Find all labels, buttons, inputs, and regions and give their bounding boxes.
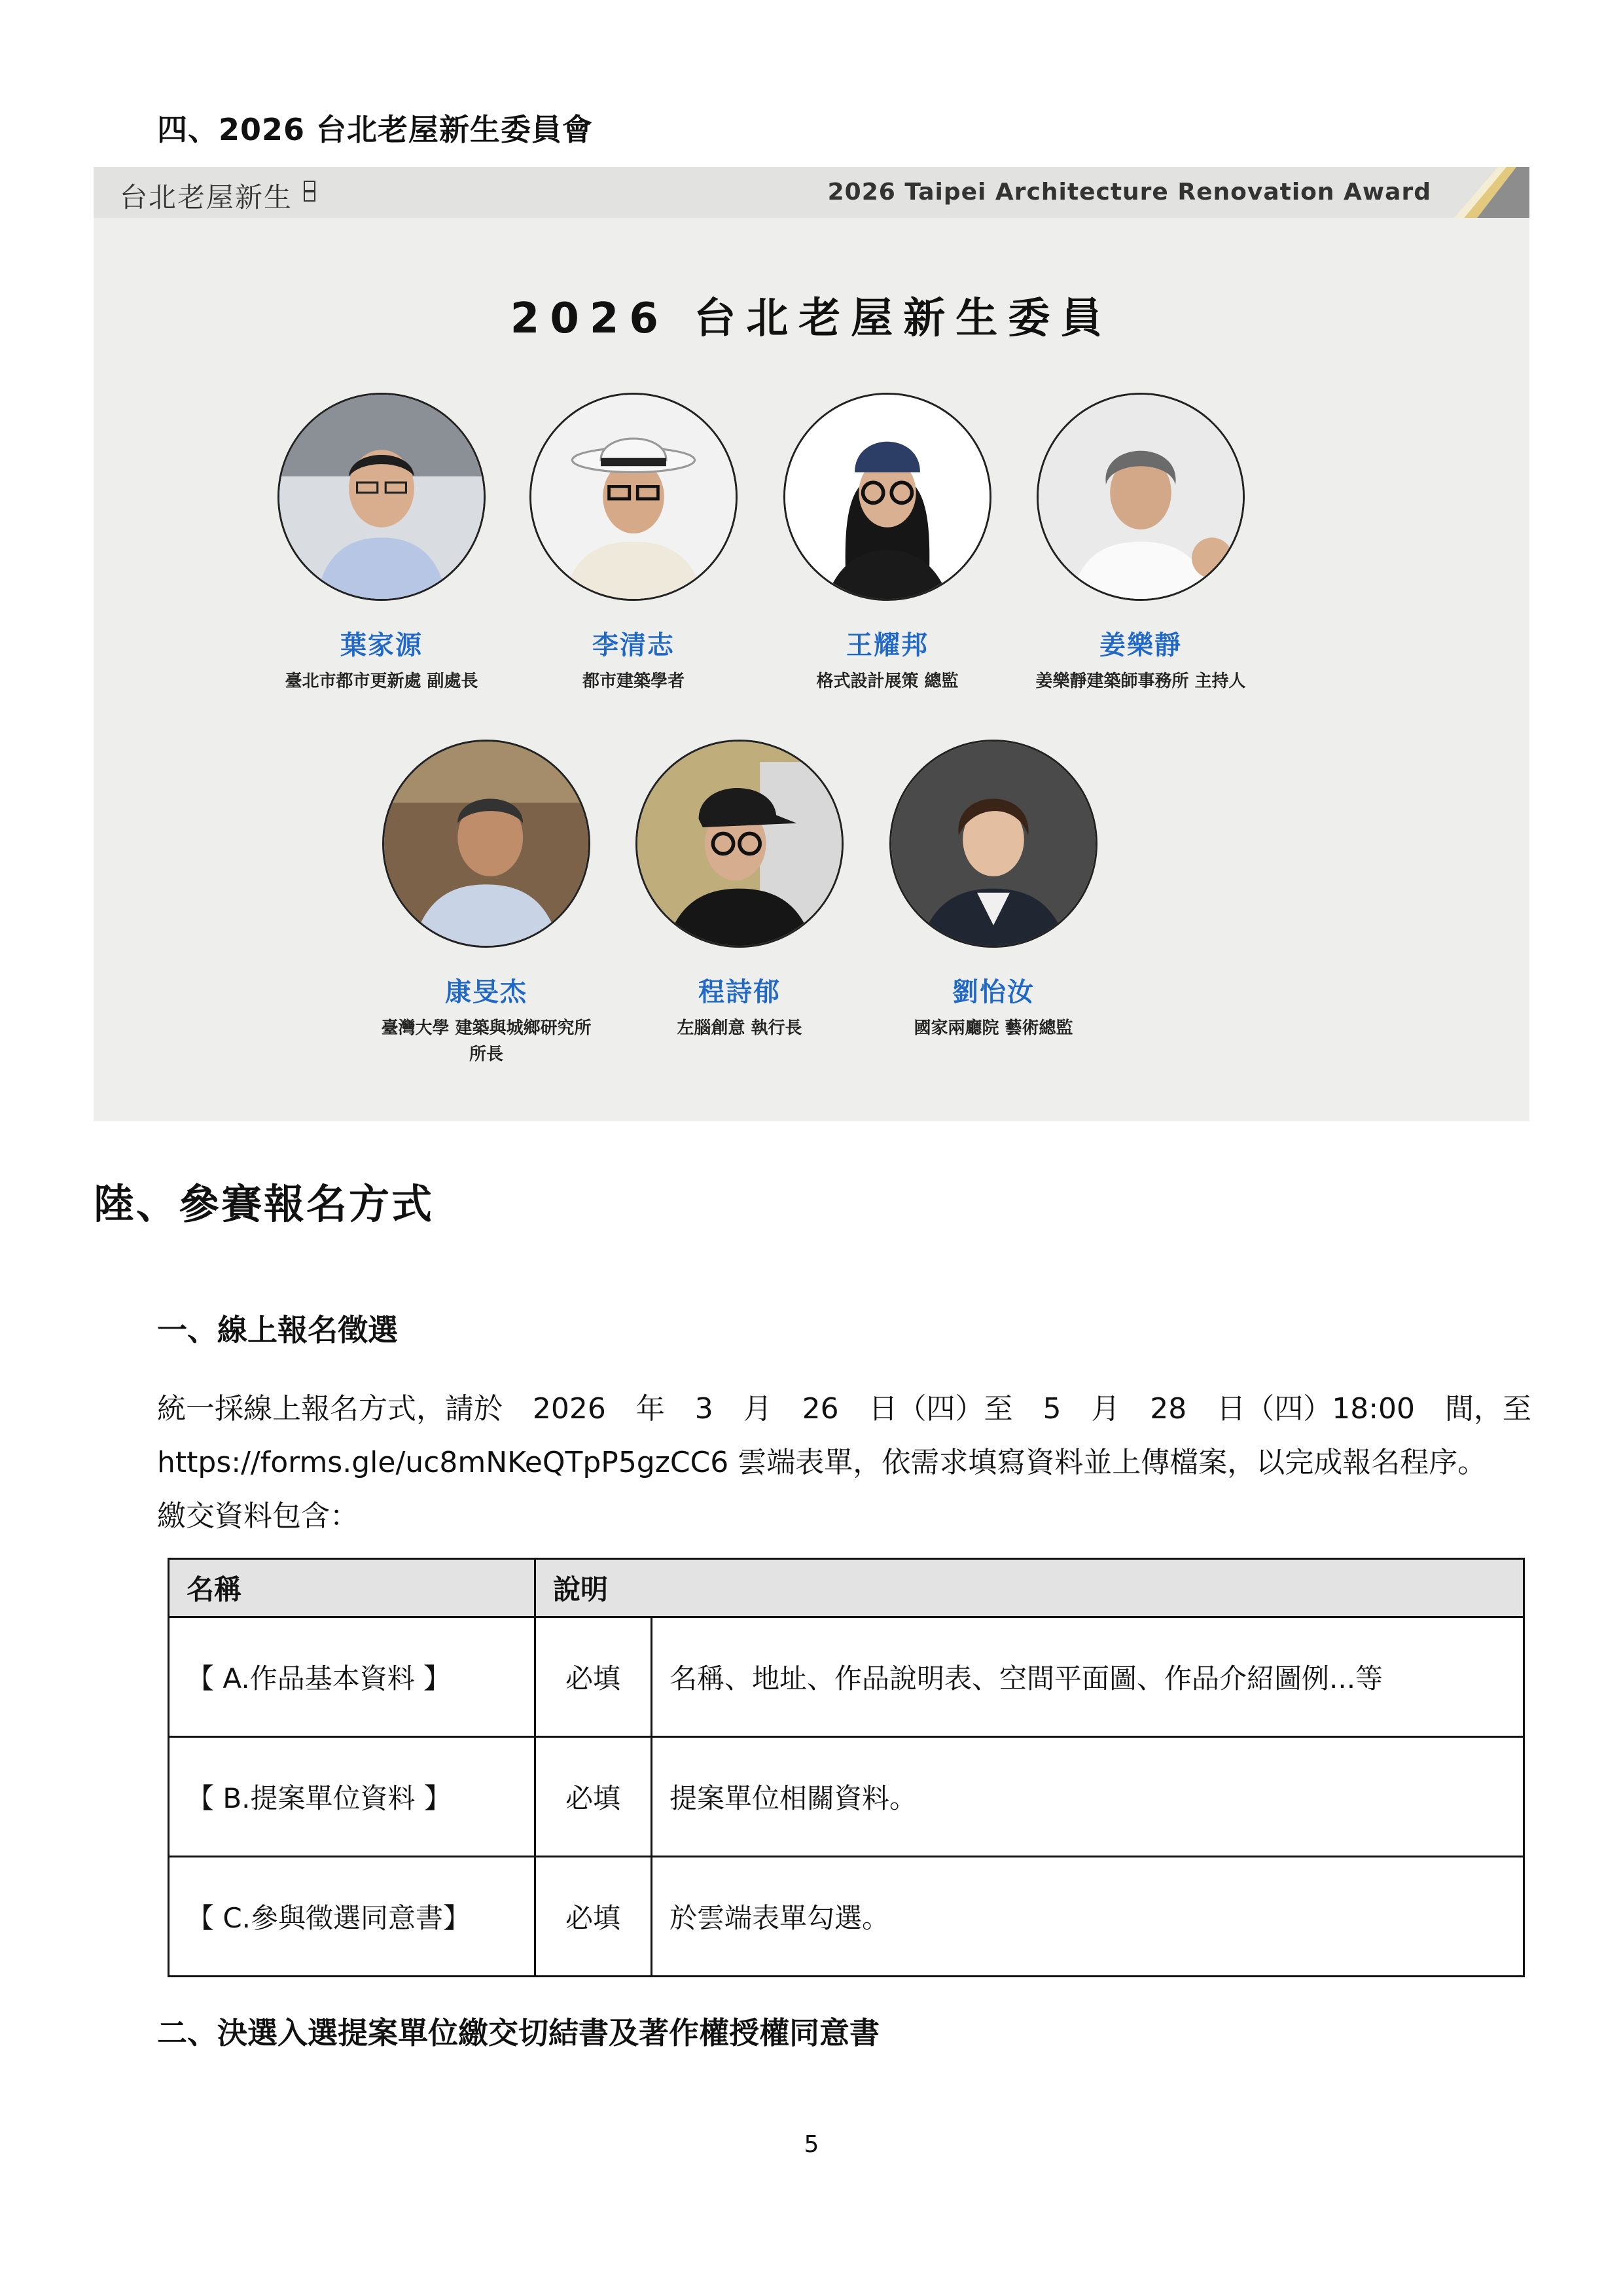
paragraph-word: 日（四）18:00 bbox=[1217, 1392, 1416, 1426]
table-cell-name: 【 A.作品基本資料 】 bbox=[169, 1617, 535, 1737]
table-cell-name: 【 C.參與徵選同意書】 bbox=[169, 1857, 535, 1977]
member-photo bbox=[1037, 393, 1245, 601]
banner-title: 2026 台北老屋新生委員 bbox=[510, 295, 1113, 343]
member-photo bbox=[889, 740, 1097, 948]
paragraph-word: 年 bbox=[635, 1392, 665, 1426]
table-row bbox=[169, 1617, 1524, 1737]
member-role: 國家兩廳院 藝術總監 bbox=[914, 1018, 1073, 1038]
section-heading-registration: 陸、參賽報名方式 bbox=[94, 1180, 435, 1228]
committee-member-card bbox=[750, 393, 1025, 694]
member-photo bbox=[635, 740, 844, 948]
paragraph-word: 統一採線上報名方式，請於 bbox=[157, 1392, 503, 1426]
banner-english-title: 2026 Taipei Architecture Renovation Award bbox=[827, 179, 1431, 206]
table-cell-name: 【 B.提案單位資料 】 bbox=[169, 1737, 535, 1857]
committee-member-card bbox=[349, 740, 624, 1067]
member-role: 姜樂靜建築師事務所 主持人 bbox=[1035, 672, 1246, 691]
submission-requirements-table bbox=[168, 1558, 1525, 1977]
committee-member-card bbox=[1003, 393, 1278, 694]
table-cell-description: 於雲端表單勾選。 bbox=[652, 1857, 1524, 1977]
banner-logo: 台北老屋新生 bbox=[120, 181, 293, 213]
paragraph-line-3: 繳交資料包含： bbox=[157, 1499, 359, 1533]
subsection-heading-final-documents: 二、決選入選提案單位繳交切結書及著作權授權同意書 bbox=[157, 2015, 880, 2051]
paragraph-word: 月 bbox=[743, 1392, 772, 1426]
member-name: 程詩郁 bbox=[698, 977, 781, 1007]
table-cell-required: 必填 bbox=[535, 1617, 652, 1737]
table-header-row bbox=[169, 1559, 1524, 1617]
table-row bbox=[169, 1857, 1524, 1977]
member-name: 劉怡汝 bbox=[952, 977, 1035, 1007]
member-photo bbox=[277, 393, 486, 601]
paragraph-word: 月 bbox=[1091, 1392, 1120, 1426]
member-photo bbox=[382, 740, 590, 948]
member-name: 王耀邦 bbox=[846, 630, 929, 660]
member-role: 左腦創意 執行長 bbox=[677, 1018, 802, 1038]
committee-member-card bbox=[244, 393, 519, 694]
page-number: 5 bbox=[804, 2131, 819, 2158]
subsection-heading-online: 一、線上報名徵選 bbox=[157, 1312, 398, 1348]
member-role: 臺北市都市更新處 副處長 bbox=[285, 672, 478, 691]
table-cell-required: 必填 bbox=[535, 1857, 652, 1977]
member-role: 格式設計展策 總監 bbox=[816, 672, 959, 691]
banner-logo-mark bbox=[303, 180, 316, 202]
table-cell-required: 必填 bbox=[535, 1737, 652, 1857]
paragraph-word: 日（四）至 bbox=[868, 1392, 1013, 1426]
paragraph-word: 2026 bbox=[532, 1392, 606, 1426]
member-name: 康旻杰 bbox=[445, 977, 527, 1007]
paragraph-word: 26 bbox=[802, 1392, 839, 1426]
member-photo bbox=[783, 393, 991, 601]
member-role-line2: 所長 bbox=[469, 1045, 503, 1064]
paragraph-word: 間，至 bbox=[1444, 1392, 1531, 1426]
member-role: 都市建築學者 bbox=[582, 672, 685, 691]
paragraph-word: 3 bbox=[694, 1392, 713, 1426]
table-cell-description: 名稱、地址、作品說明表、空間平面圖、作品介紹圖例...等 bbox=[652, 1617, 1524, 1737]
paragraph-line-2-form-url[interactable]: https://forms.gle/uc8mNKeQTpP5gzCC6 雲端表單，依需求填寫資料並上傳檔案，以完成報名程序。 bbox=[157, 1446, 1487, 1479]
member-role bbox=[349, 1015, 624, 1067]
committee-banner bbox=[94, 167, 1529, 1121]
registration-paragraph bbox=[157, 1382, 1531, 1543]
table-header-description: 說明 bbox=[535, 1559, 1524, 1617]
banner-gold-stripe bbox=[1438, 167, 1529, 218]
paragraph-word: 28 bbox=[1150, 1392, 1187, 1426]
committee-member-card bbox=[602, 740, 877, 1041]
paragraph-word: 5 bbox=[1043, 1392, 1061, 1426]
member-name: 李清志 bbox=[592, 630, 675, 660]
member-photo bbox=[529, 393, 738, 601]
table-cell-description: 提案單位相關資料。 bbox=[652, 1737, 1524, 1857]
paragraph-line-1 bbox=[157, 1382, 1531, 1436]
member-name: 葉家源 bbox=[340, 630, 423, 660]
table-header-name: 名稱 bbox=[169, 1559, 535, 1617]
member-role-line1: 臺灣大學 建築與城鄉研究所 bbox=[381, 1018, 592, 1038]
section-heading-committee: 四、2026 台北老屋新生委員會 bbox=[157, 112, 594, 147]
table-row bbox=[169, 1737, 1524, 1857]
committee-member-card bbox=[856, 740, 1131, 1041]
committee-member-card bbox=[496, 393, 771, 694]
member-name: 姜樂靜 bbox=[1099, 630, 1182, 660]
